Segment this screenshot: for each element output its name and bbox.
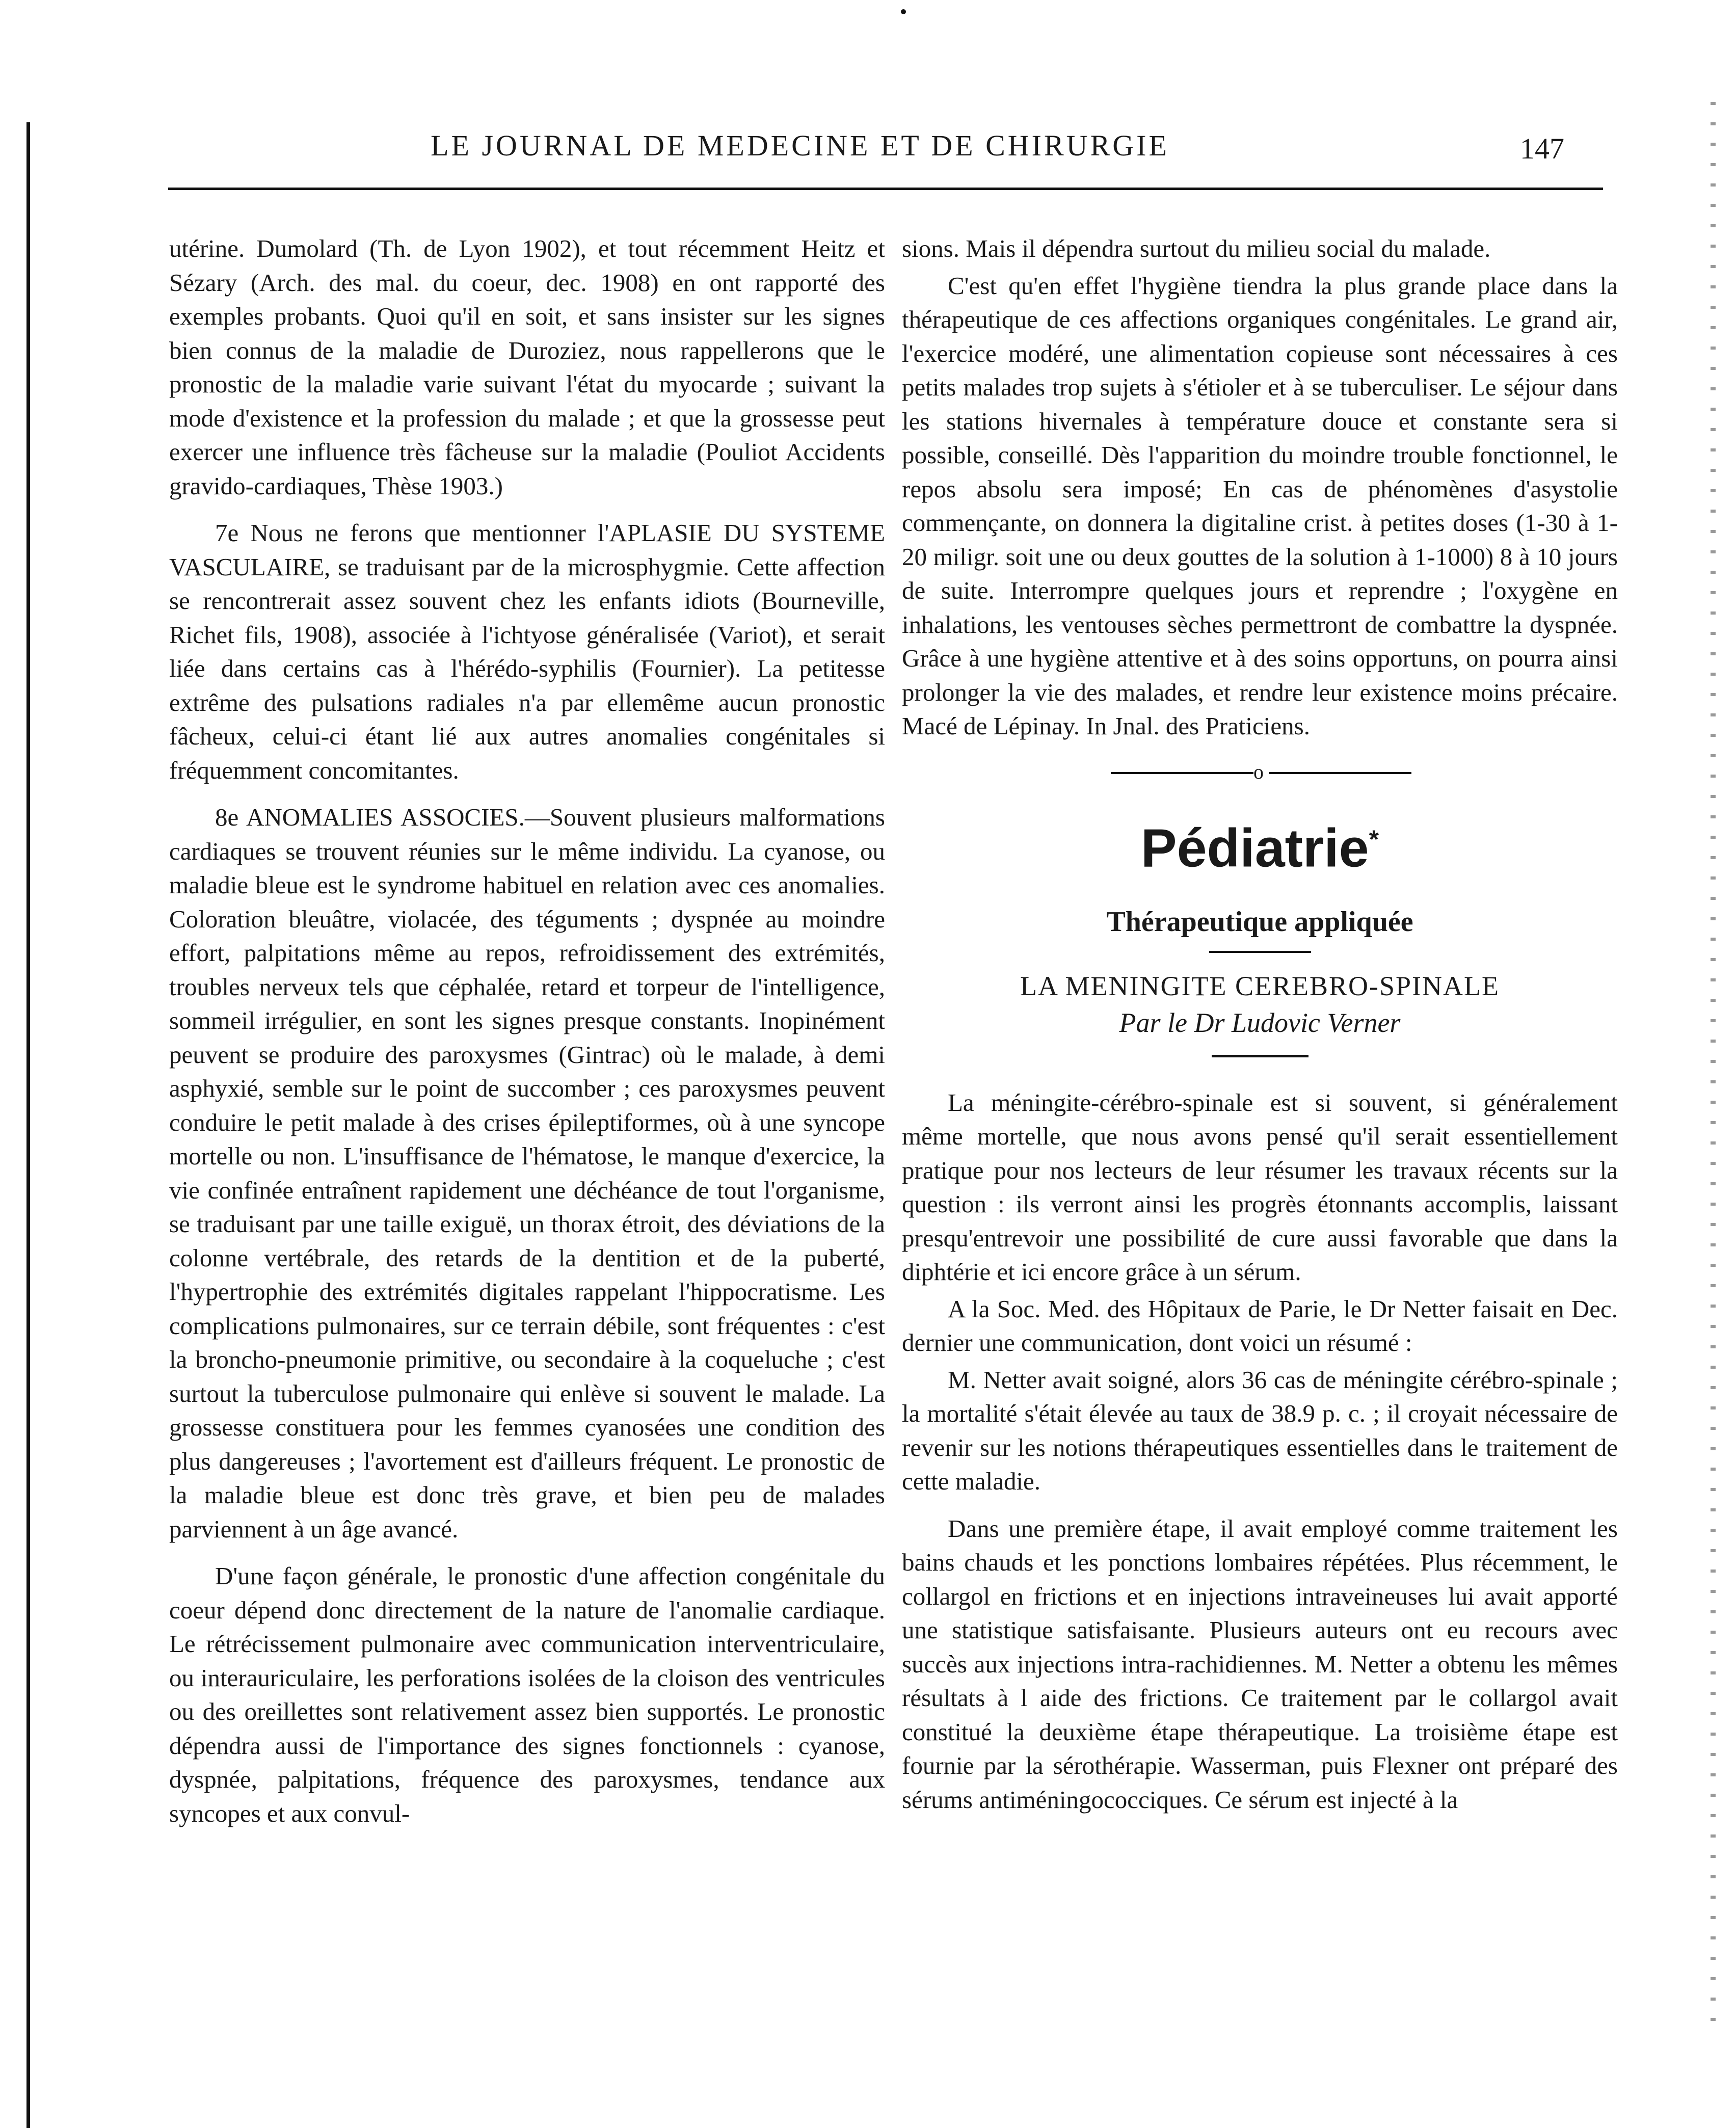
section-title	[902, 809, 1618, 879]
paragraph: utérine. Dumolard (Th. de Lyon 1902), et tout récemment Heitz et Sézary (Arch. des mal. du coeur, dec. 1908) en ont rapporté des exemples probants. Quoi qu'il en soit, et sans insister sur les signes bien connus de la maladie de Duroziez, nous rappellerons que le pronostic de la maladie varie suivant l'état du myocarde ; suivant la mode d'existence et la profession du malade ; et que la grossesse peut exercer une influence très fâcheuse sur la maladie (Pouliot Accidents gravido-cardiaques, Thèse 1903.)	[169, 234, 885, 500]
ink-speck	[901, 9, 906, 14]
running-head	[168, 121, 1564, 182]
paragraph: La méningite-cérébro-spinale est si souvent, si généralement même mortelle, que nous avons pensé qu'il serait essentiellement pratique pour nos lecteurs de leur résumer les travaux récents sur la question : ils verront ainsi les progrès étonnants accomplis, laissant presqu'entrevoir une possibilité de cure aussi favorable que dans la diphtérie et ici encore grâce à un sérum.	[902, 1088, 1618, 1286]
paragraph: 7e Nous ne ferons que mentionner l'APLASIE DU SYSTEME VASCULAIRE, se traduisant par de la microsphygmie. Cette affection se rencontrerait assez souvent chez les enfants idiots (Bourneville, Richet fils, 1908), associée à l'ichtyose généralisée (Variot), et serait liée dans certains cas à l'hérédo-syphilis (Fournier). La petitesse extrême des pulsations radiales n'a par ellemême aucun pronostic fâcheux, celui-ci étant lié aux autres anomalies congénitales si fréquemment concomitantes.	[169, 519, 885, 784]
paragraph: C'est qu'en effet l'hygiène tiendra la plus grande place dans la thérapeutique de ces affections organiques congénitales. Le grand air, l'exercice modéré, une alimentation copieuse sont nécessaires à ces petits malades trop sujets à s'étioler et à se tuberculiser. Le séjour dans les stations hivernales à température douce et constante sera si possible, conseillé. Dès l'apparition du moindre trouble fonctionnel, le repos absolu sera imposé; En cas de phénomènes d'asystolie commençante, on donnera la digitaline crist. à petites doses (1-30 à 1-20 miligr. soit une ou deux gouttes de la solution à 1-1000) 8 à 10 jours de suite. Interrompre quelques jours et reprendre ; l'oxygène en inhalations, les ventouses sèches permettront de combattre la dyspnée. Grâce à une hygiène attentive et à des soins opportuns, on pourra ainsi prolonger la vie des malades, et rendre leur existence moins précaire. Macé de Lépinay. In Jnal. des Praticiens.	[902, 271, 1618, 740]
page-edge-specks	[1711, 102, 1716, 2038]
paragraph: 8e ANOMALIES ASSOCIES.—Souvent plusieurs malformations cardiaques se trouvent réunies sur le même individu. La cyanose, ou maladie bleue est le syndrome habituel en relation avec ces anomalies. Coloration bleuâtre, violacée, des téguments ; dyspnée au moindre effort, palpitations même au repos, refroidissement des extrémités, troubles nerveux tels que céphalée, retard et torpeur de l'intelligence, sommeil irrégulier, en sont les signes presque constants. Inopinément peuvent se produire des paroxysmes (Gintrac) où le malade, à demi asphyxié, semble sur le point de succomber ; ces paroxysmes peuvent conduire le petit malade à des crises épileptiformes, où à une syncope mortelle ou non. L'insuffisance de l'hématose, le manque d'exercice, la vie confinée entraînent rapidement une déchéance de tout l'organisme, se traduisant par une taille exiguë, un thorax étroit, des déviations de la colonne vertébrale, des retards de la dentition et de la puberté, l'hypertrophie des extrémités digitales rappelant l'hippocratisme. Les complications pulmonaires, sur ce terrain débile, sont fréquentes : c'est la broncho-pneumonie primitive, ou secondaire à la coqueluche ; c'est surtout la tuberculose pulmonaire qui enlève si souvent le malade. La grossesse constituera pour les femmes cyanosées une condition des plus dangereuses ; l'avortement est d'ailleurs fréquent. Le pronostic de la maladie bleue est donc très grave, et bien peu de malades parviennent à un âge avancé.	[169, 803, 885, 1543]
byline-rule	[1212, 1055, 1308, 1057]
paragraph: A la Soc. Med. des Hôpitaux de Parie, le Dr Netter faisait en Dec. dernier une communication, dont voici un résumé :	[902, 1294, 1618, 1357]
paragraph: Dans une première étape, il avait employé comme traitement les bains chauds et les ponctions lombaires répétées. Plus récemment, le collargol en frictions et en injections intraveineuses lui avait apporté une statistique satisfaisante. Plusieurs auteurs ont eu recours avec succès aux injections intra-rachidiennes. M. Netter a obtenu les mêmes résultats à l aide des frictions. Ce traitement par le collargol avait constitué la deuxième étape thérapeutique. La troisième étape est fournie par la sérothérapie. Wasserman, puis Flexner ont préparé des sérums antiméningococciques. Ce sérum est injecté à la	[902, 1514, 1618, 1814]
header-rule	[168, 188, 1603, 190]
subsection-title: Thérapeutique appliquée	[1106, 906, 1413, 938]
paragraph: sions. Mais il dépendra surtout du milieu social du malade.	[902, 234, 1491, 262]
separator-mark: o	[1253, 760, 1264, 783]
paragraph: D'une façon générale, le pronostic d'une affection congénitale du coeur dépend donc directement de la nature de l'anomalie cardiaque. Le rétrécissement pulmonaire avec communication interventriculaire, ou interauriculaire, les perforations isolées de la cloison des ventricules ou des oreillettes sont relativement assez bien supportés. Le pronostic dépendra aussi de l'importance des signes fonctionnels : cyanose, dyspnée, palpitations, fréquence des paroxysmes, tendance aux syncopes et aux convul-	[169, 1562, 885, 1827]
journal-title: LE JOURNAL DE MEDECINE ET DE CHIRURGIE	[431, 129, 1169, 162]
page-number: 147	[1520, 132, 1564, 165]
paragraph: M. Netter avait soigné, alors 36 cas de méningite cérébro-spinale ; la mortalité s'était élevée au taux de 38.9 p. c. ; il croyait nécessaire de revenir sur les notions thérapeutiques essentielles dans le traitement de cette maladie.	[902, 1365, 1618, 1496]
byline: Par le Dr Ludovic Verner	[1119, 1007, 1401, 1038]
left-column	[169, 232, 885, 2087]
separator-line	[1269, 772, 1411, 774]
section-separator	[902, 758, 1618, 788]
binding-edge	[26, 122, 30, 2128]
right-column	[902, 232, 1618, 2087]
article-title: LA MENINGITE CEREBRO-SPINALE	[1020, 970, 1500, 1001]
section-title-text: Pédiatrie	[1140, 817, 1369, 878]
short-rule	[1209, 951, 1311, 953]
separator-line	[1111, 772, 1253, 774]
section-title-mark: *	[1369, 824, 1379, 854]
